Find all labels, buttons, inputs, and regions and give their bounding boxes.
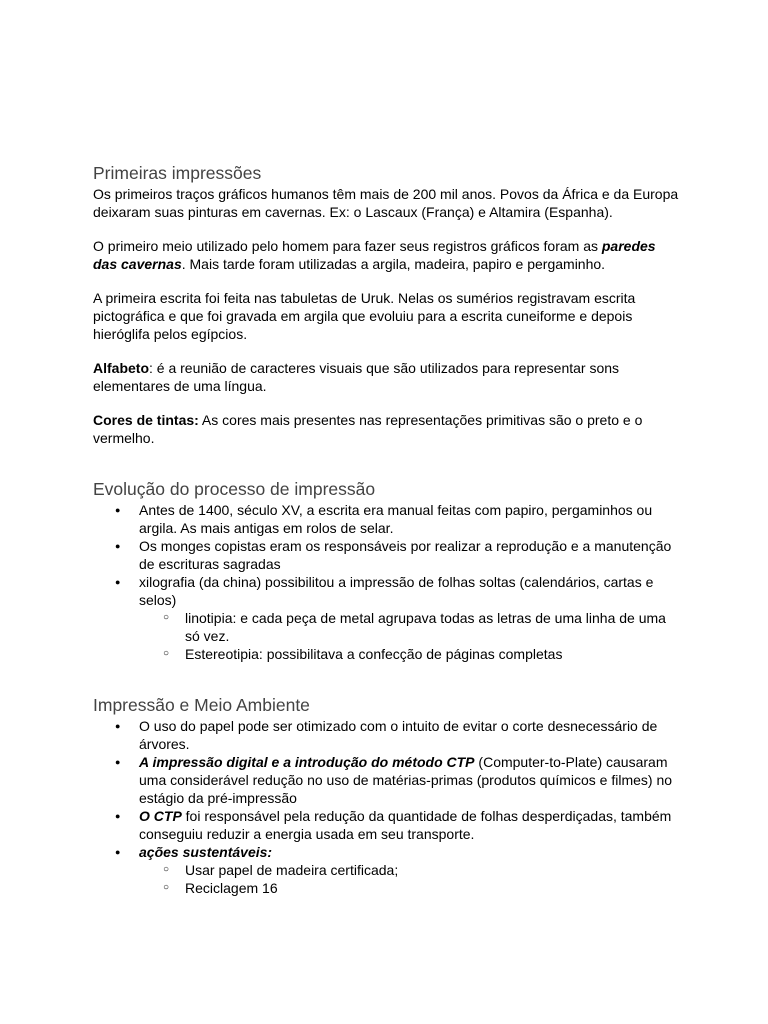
text: : é a reunião de caracteres visuais que são utilizados para representar sons elementares de uma língua.	[93, 360, 620, 394]
section-gap	[93, 447, 683, 477]
sub-list-item: ○ Usar papel de madeira certificada;	[185, 861, 683, 879]
paragraph	[93, 359, 683, 395]
list-item	[139, 753, 683, 807]
heading-primeiras-impressoes: Primeiras impressões	[93, 163, 262, 183]
emphasis-text: A impressão digital e a introdução do método CTP	[139, 754, 475, 770]
emphasis-text: ações sustentáveis:	[139, 844, 273, 860]
text: xilografia (da china) possibilitou a impressão de folhas soltas (calendários, cartas e selos)	[139, 574, 654, 608]
term-cores-de-tintas: Cores de tintas:	[93, 412, 199, 428]
paragraph: Os primeiros traços gráficos humanos têm mais de 200 mil anos. Povos da África e da Europa deixaram suas pinturas em cavernas. Ex: o Lascaux (França) e Altamira (Espanha).	[93, 186, 679, 220]
text: (Computer-to-Plate) causaram uma considerável redução no uso de matérias-primas (produtos químicos e filmes) no estágio da pré-impressão	[139, 754, 673, 806]
text: As cores mais presentes nas representações primitivas são o preto e o vermelho.	[93, 412, 643, 446]
sub-list-item: ○ linotipia: e cada peça de metal agrupava todas as letras de uma linha de uma só vez.	[185, 609, 683, 645]
list-item: ● Os monges copistas eram os responsáveis por realizar a reprodução e a manutenção de escrituras sagradas	[139, 537, 683, 573]
document-content	[93, 161, 683, 897]
list-item	[139, 843, 683, 897]
list-item	[139, 573, 683, 663]
sub-list	[139, 861, 683, 897]
paragraph	[93, 411, 683, 447]
list-item: ● Antes de 1400, século XV, a escrita era manual feitas com papiro, pergaminhos ou argila. As mais antigas em rolos de selar.	[139, 501, 683, 537]
sub-list-item: ○ Estereotipia: possibilitava a confecção de páginas completas	[185, 645, 683, 663]
bullet-list	[93, 717, 683, 897]
paragraph-gap	[93, 273, 683, 289]
text: foi responsável pela redução da quantidade de folhas desperdiçadas, também conseguiu reduzir a energia usada em seu transporte.	[139, 808, 672, 842]
paragraph-gap	[93, 395, 683, 411]
paragraph: A primeira escrita foi feita nas tabuletas de Uruk. Nelas os sumérios registravam escrita pictográfica e que foi gravada em argila que evoluiu para a escrita cuneiforme e depois hieróglifa pelos egípcios.	[93, 290, 636, 342]
paragraph-gap	[93, 343, 683, 359]
text: O primeiro meio utilizado pelo homem para fazer seus registros gráficos foram as	[93, 238, 602, 254]
heading-evolucao: Evolução do processo de impressão	[93, 479, 376, 499]
paragraph-gap	[93, 221, 683, 237]
emphasis-text: paredes das cavernas	[93, 238, 656, 272]
sub-list-item: ○ Reciclagem 16	[185, 879, 683, 897]
bullet-list	[93, 501, 683, 663]
list-item: ● O uso do papel pode ser otimizado com o intuito de evitar o corte desnecessário de árvores.	[139, 717, 683, 753]
paragraph	[93, 237, 683, 273]
heading-impressao-meio-ambiente: Impressão e Meio Ambiente	[93, 695, 310, 715]
sub-list	[139, 609, 683, 663]
text: . Mais tarde foram utilizadas a argila, madeira, papiro e pergaminho.	[181, 256, 606, 272]
list-item	[139, 807, 683, 843]
term-alfabeto: Alfabeto	[93, 360, 149, 376]
section-gap	[93, 663, 683, 693]
emphasis-text: O CTP	[139, 808, 182, 824]
